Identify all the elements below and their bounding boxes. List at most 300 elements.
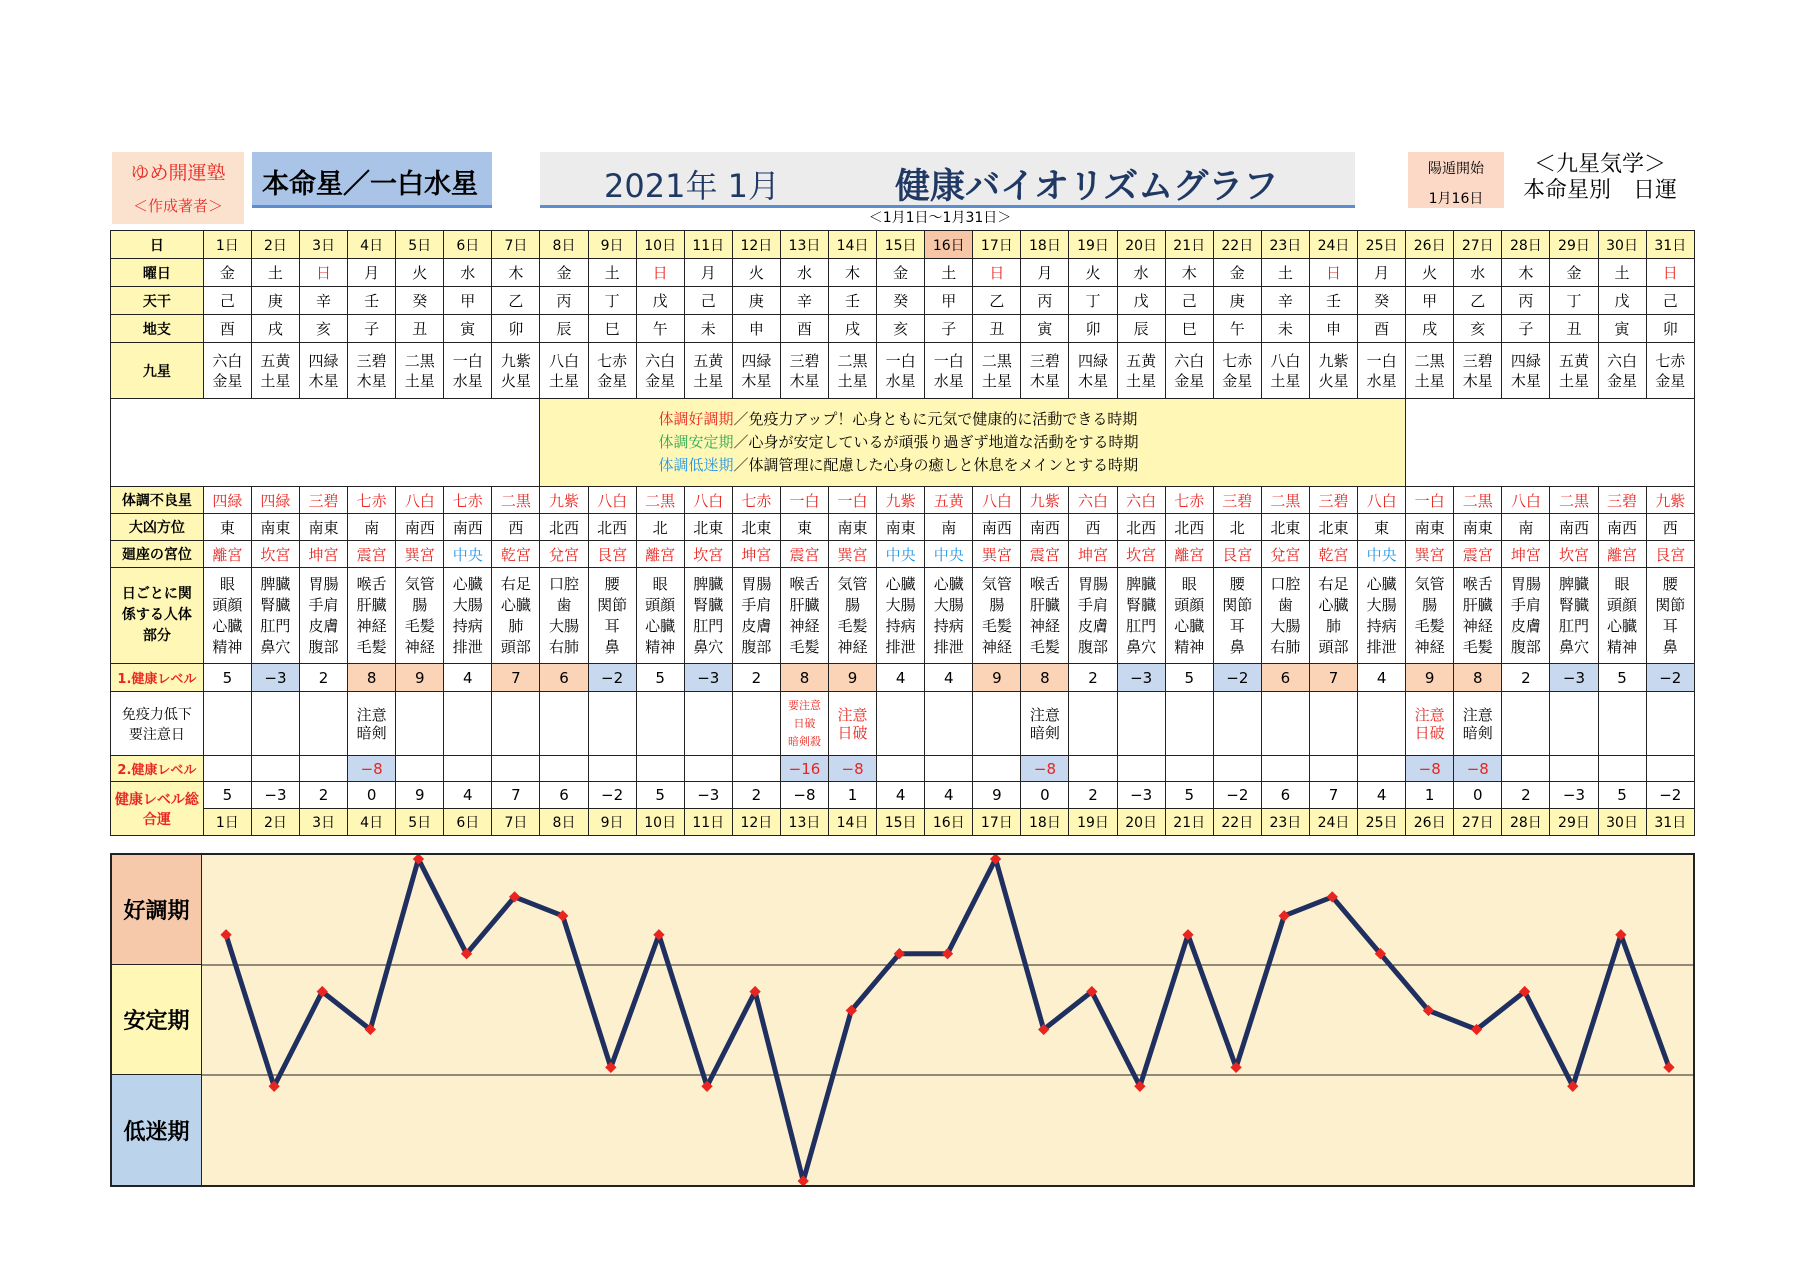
- total-cell: 1: [829, 782, 877, 809]
- caution-text: 注意: [1414, 705, 1445, 724]
- body-part: 頭顔: [1174, 595, 1205, 614]
- day-cell: 18日: [1021, 231, 1069, 259]
- caution-cell: [1309, 692, 1357, 756]
- body-part: 耳: [1229, 616, 1245, 635]
- kyusei-star: 六白: [212, 351, 243, 370]
- chishi-cell: 丑: [396, 315, 444, 343]
- day-cell-bottom: 31日: [1646, 809, 1694, 836]
- body-part: 腎臓: [1558, 595, 1589, 614]
- kyusei-star: 五黄: [693, 351, 724, 370]
- caution-cell: [299, 692, 347, 756]
- total-cell: −3: [684, 782, 732, 809]
- level1-cell: 2: [1069, 664, 1117, 692]
- body-cell: [540, 568, 588, 664]
- level1-cell: −3: [684, 664, 732, 692]
- body-part: 肛門: [260, 616, 291, 635]
- body-part: 口腔: [1270, 574, 1301, 593]
- kyusei-cell: [829, 343, 877, 399]
- kyusei-element: 木星: [789, 371, 820, 390]
- phase-low-text: ／体調管理に配慮した心身の癒しと休息をメインとする時期: [733, 456, 1139, 474]
- caution-cell: [1502, 692, 1550, 756]
- level2-cell: [732, 756, 780, 782]
- day-cell-bottom: 16日: [925, 809, 973, 836]
- level1-cell: 6: [1261, 664, 1309, 692]
- furyo-cell: 四緑: [251, 487, 299, 514]
- kyusei-star: 四緑: [741, 351, 772, 370]
- body-part: 口腔: [548, 574, 579, 593]
- kyusei-subtitle: 本命星別 日運: [1522, 178, 1677, 203]
- day-cell-bottom: 29日: [1550, 809, 1598, 836]
- furyo-cell: 九紫: [1021, 487, 1069, 514]
- tenkan-cell: 乙: [1454, 287, 1502, 315]
- day-cell: 27日: [1454, 231, 1502, 259]
- day-cell: 7日: [492, 231, 540, 259]
- kyusei-star: 二黒: [404, 351, 435, 370]
- body-part: 頭部: [500, 637, 531, 656]
- body-part: 皮膚: [1510, 616, 1541, 635]
- year-month: 2021年 1月: [604, 167, 780, 205]
- kyuu-cell: 坤宮: [1502, 541, 1550, 568]
- body-part: 手肩: [1510, 595, 1541, 614]
- row-level2: [111, 756, 1695, 782]
- total-cell: 2: [1502, 782, 1550, 809]
- day-cell-bottom: 19日: [1069, 809, 1117, 836]
- furyo-cell: 九紫: [540, 487, 588, 514]
- total-cell: 9: [396, 782, 444, 809]
- weekday-cell: 火: [396, 259, 444, 287]
- kyusei-element: 土星: [260, 371, 291, 390]
- caution-text: 日破: [793, 716, 816, 730]
- body-part: 腹部: [308, 637, 339, 656]
- tenkan-cell: 丙: [1021, 287, 1069, 315]
- kyusei-element: 水星: [933, 371, 964, 390]
- furyo-cell: 二黒: [1454, 487, 1502, 514]
- furyo-cell: 三碧: [299, 487, 347, 514]
- caution-cell: [251, 692, 299, 756]
- yoton-box: [1408, 152, 1504, 208]
- kyusei-cell: [1021, 343, 1069, 399]
- kyusei-cell: [1646, 343, 1694, 399]
- chishi-cell: 子: [348, 315, 396, 343]
- day-cell-bottom: 22日: [1213, 809, 1261, 836]
- kyuu-cell: 震宮: [1021, 541, 1069, 568]
- body-part: 肝臓: [1029, 595, 1060, 614]
- weekday-cell: 火: [732, 259, 780, 287]
- caution-cell: [1598, 692, 1646, 756]
- total-cell: −3: [251, 782, 299, 809]
- caution-cell: [1213, 692, 1261, 756]
- page-title: 健康バイオリズムグラフ: [895, 167, 1279, 207]
- total-cell: 5: [1598, 782, 1646, 809]
- kyusei-star: 一白: [885, 351, 916, 370]
- kyusei-element: 土星: [548, 371, 579, 390]
- level1-cell: −2: [588, 664, 636, 692]
- body-part: 心臓: [500, 595, 531, 614]
- weekday-cell: 月: [684, 259, 732, 287]
- kyusei-star: 三碧: [789, 351, 820, 370]
- level2-cell: [1117, 756, 1165, 782]
- body-part: 大腸: [933, 595, 964, 614]
- kyuu-cell: 巽宮: [1406, 541, 1454, 568]
- kyusei-cell: [299, 343, 347, 399]
- level2-cell: [684, 756, 732, 782]
- weekday-cell: 火: [1406, 259, 1454, 287]
- body-part: 腸: [1422, 595, 1438, 614]
- kyusei-element: 金星: [212, 371, 243, 390]
- day-cell-bottom: 23日: [1261, 809, 1309, 836]
- chishi-cell: 子: [1502, 315, 1550, 343]
- total-cell: −8: [780, 782, 828, 809]
- body-cell: [396, 568, 444, 664]
- body-part: 眼: [1181, 574, 1197, 593]
- level2-cell: [203, 756, 251, 782]
- label-day: 日: [111, 231, 204, 259]
- houi-cell: 南東: [251, 514, 299, 541]
- body-part: 神経: [789, 616, 820, 635]
- weekday-cell: 日: [1309, 259, 1357, 287]
- tenkan-cell: 癸: [877, 287, 925, 315]
- body-part: 腎臓: [260, 595, 291, 614]
- day-cell-bottom: 14日: [829, 809, 877, 836]
- kyusei-cell: [877, 343, 925, 399]
- day-cell: 29日: [1550, 231, 1598, 259]
- chishi-cell: 寅: [444, 315, 492, 343]
- row-tenkan: [111, 287, 1695, 315]
- body-part: 脾臓: [1126, 574, 1157, 593]
- day-cell-bottom: 5日: [396, 809, 444, 836]
- weekday-cell: 木: [492, 259, 540, 287]
- body-part: 眼: [1614, 574, 1630, 593]
- caution-cell: [444, 692, 492, 756]
- chishi-cell: 申: [732, 315, 780, 343]
- chishi-cell: 丑: [1550, 315, 1598, 343]
- body-part: 排泄: [885, 637, 916, 656]
- level2-cell: −8: [1021, 756, 1069, 782]
- houi-cell: 北東: [1261, 514, 1309, 541]
- body-part: 腰: [1229, 574, 1245, 593]
- phase-stable-text: ／心身が安定しているが頑張り過ぎず地道な活動をする時期: [733, 433, 1139, 451]
- body-part: 大腸: [1366, 595, 1397, 614]
- body-part: 右足: [1318, 574, 1349, 593]
- furyo-cell: 三碧: [1213, 487, 1261, 514]
- day-cell: 4日: [348, 231, 396, 259]
- body-part: 胃腸: [1510, 574, 1541, 593]
- level2-cell: [973, 756, 1021, 782]
- level1-cell: 7: [1309, 664, 1357, 692]
- total-cell: −3: [1117, 782, 1165, 809]
- body-part: 心臓: [885, 574, 916, 593]
- body-part: 毛髪: [837, 616, 868, 635]
- kyusei-star: 八白: [1270, 351, 1301, 370]
- kyuu-cell: 艮宮: [588, 541, 636, 568]
- day-cell-bottom: 12日: [732, 809, 780, 836]
- caution-cell: [1117, 692, 1165, 756]
- kyuu-cell: 中央: [877, 541, 925, 568]
- weekday-cell: 土: [1261, 259, 1309, 287]
- kyusei-cell: [1309, 343, 1357, 399]
- kyuu-cell: 中央: [925, 541, 973, 568]
- body-part: 大腸: [548, 616, 579, 635]
- kyusei-element: 水星: [452, 371, 483, 390]
- weekday-cell: 月: [348, 259, 396, 287]
- kyusei-element: 土星: [404, 371, 435, 390]
- kyuu-cell: 坤宮: [1069, 541, 1117, 568]
- furyo-cell: 八白: [1502, 487, 1550, 514]
- kyusei-cell: [1598, 343, 1646, 399]
- kyusei-element: 金星: [1607, 371, 1638, 390]
- total-cell: −2: [588, 782, 636, 809]
- houi-cell: 南西: [973, 514, 1021, 541]
- body-part: 肝臓: [1462, 595, 1493, 614]
- total-cell: 5: [636, 782, 684, 809]
- kyusei-star: 二黒: [837, 351, 868, 370]
- tenkan-cell: 癸: [1358, 287, 1406, 315]
- houi-cell: 南西: [1550, 514, 1598, 541]
- body-part: 腹部: [741, 637, 772, 656]
- weekday-cell: 土: [588, 259, 636, 287]
- day-cell-bottom: 10日: [636, 809, 684, 836]
- weekday-cell: 土: [251, 259, 299, 287]
- row-phases: [111, 399, 1695, 487]
- body-part: 皮膚: [1078, 616, 1109, 635]
- total-cell: 5: [1165, 782, 1213, 809]
- kyusei-star: 六白: [1607, 351, 1638, 370]
- level1-cell: 2: [732, 664, 780, 692]
- kyusei-element: 土星: [981, 371, 1012, 390]
- caution-cell: [1165, 692, 1213, 756]
- day-cell: 14日: [829, 231, 877, 259]
- houi-cell: 北西: [1117, 514, 1165, 541]
- body-part: 脾臓: [260, 574, 291, 593]
- caution-cell: [877, 692, 925, 756]
- body-part: 肝臓: [356, 595, 387, 614]
- level2-cell: [1309, 756, 1357, 782]
- weekday-cell: 火: [1069, 259, 1117, 287]
- caution-cell: [973, 692, 1021, 756]
- kyusei-cell: [444, 343, 492, 399]
- day-cell: 8日: [540, 231, 588, 259]
- caution-text: 暗剣殺: [787, 734, 821, 748]
- body-part: 肛門: [693, 616, 724, 635]
- tenkan-cell: 壬: [1309, 287, 1357, 315]
- level2-cell: −8: [829, 756, 877, 782]
- day-cell-bottom: 4日: [348, 809, 396, 836]
- body-cell: [299, 568, 347, 664]
- day-cell-bottom: 24日: [1309, 809, 1357, 836]
- total-cell: 4: [1358, 782, 1406, 809]
- kyusei-cell: [1117, 343, 1165, 399]
- label-kyuu: 廻座の宮位: [111, 541, 204, 568]
- kyusei-element: 木星: [308, 371, 339, 390]
- label-houi: 大凶方位: [111, 514, 204, 541]
- body-part: 気管: [981, 574, 1012, 593]
- kyusei-star: 一白: [452, 351, 483, 370]
- level1-cell: −3: [251, 664, 299, 692]
- weekday-cell: 日: [299, 259, 347, 287]
- total-cell: 7: [492, 782, 540, 809]
- kyusei-element: 木星: [1462, 371, 1493, 390]
- tenkan-cell: 己: [203, 287, 251, 315]
- caution-text: 注意: [1462, 705, 1493, 724]
- weekday-cell: 水: [1454, 259, 1502, 287]
- phase-good-head: 体調好調期: [658, 410, 734, 428]
- kyuu-cell: 兌宮: [540, 541, 588, 568]
- day-cell-bottom: 7日: [492, 809, 540, 836]
- weekday-cell: 木: [829, 259, 877, 287]
- kyuu-cell: 艮宮: [1646, 541, 1694, 568]
- furyo-cell: 四緑: [203, 487, 251, 514]
- body-part: 気管: [404, 574, 435, 593]
- weekday-cell: 金: [540, 259, 588, 287]
- level1-cell: 8: [348, 664, 396, 692]
- body-cell: [1358, 568, 1406, 664]
- kyuu-cell: 中央: [1358, 541, 1406, 568]
- tenkan-cell: 癸: [396, 287, 444, 315]
- day-cell-bottom: 20日: [1117, 809, 1165, 836]
- body-part: 脾臓: [693, 574, 724, 593]
- houi-cell: 北: [1213, 514, 1261, 541]
- body-cell: [1261, 568, 1309, 664]
- kyuu-cell: 震宮: [348, 541, 396, 568]
- houi-cell: 北西: [1165, 514, 1213, 541]
- phase-legend: [540, 399, 1406, 487]
- tenkan-cell: 庚: [251, 287, 299, 315]
- chishi-cell: 戌: [251, 315, 299, 343]
- day-cell-bottom: 11日: [684, 809, 732, 836]
- body-cell: [1646, 568, 1694, 664]
- level1-cell: 9: [1406, 664, 1454, 692]
- body-part: 気管: [837, 574, 868, 593]
- level1-cell: 2: [299, 664, 347, 692]
- kyusei-star: 五黄: [1126, 351, 1157, 370]
- kyusei-cell: [1165, 343, 1213, 399]
- body-part: 腰: [1662, 574, 1678, 593]
- body-part: 神経: [1029, 616, 1060, 635]
- body-cell: [1117, 568, 1165, 664]
- body-part: 鼻穴: [693, 637, 724, 656]
- total-cell: 6: [540, 782, 588, 809]
- caution-cell: [684, 692, 732, 756]
- day-cell: 24日: [1309, 231, 1357, 259]
- body-part: 持病: [452, 616, 483, 635]
- kyusei-element: 水星: [1366, 371, 1397, 390]
- body-cell: [251, 568, 299, 664]
- level2-cell: [1358, 756, 1406, 782]
- houi-cell: 南東: [829, 514, 877, 541]
- houi-cell: 東: [1358, 514, 1406, 541]
- body-cell: [1021, 568, 1069, 664]
- kyusei-star: 四緑: [1510, 351, 1541, 370]
- juku-name: ゆめ開運塾: [130, 162, 226, 184]
- houi-cell: 東: [203, 514, 251, 541]
- body-cell: [1598, 568, 1646, 664]
- weekday-cell: 水: [1117, 259, 1165, 287]
- level2-cell: [540, 756, 588, 782]
- level2-cell: [877, 756, 925, 782]
- tenkan-cell: 己: [1165, 287, 1213, 315]
- level2-cell: [299, 756, 347, 782]
- houi-cell: 北: [636, 514, 684, 541]
- day-cell: 1日: [203, 231, 251, 259]
- label-kyusei: 九星: [111, 343, 204, 399]
- day-cell: 5日: [396, 231, 444, 259]
- body-part: 心臓: [645, 616, 676, 635]
- furyo-cell: 七赤: [444, 487, 492, 514]
- tenkan-cell: 乙: [973, 287, 1021, 315]
- body-part: 関節: [1655, 595, 1686, 614]
- tenkan-cell: 己: [684, 287, 732, 315]
- body-part: 神経: [1414, 637, 1445, 656]
- body-part: 関節: [597, 595, 628, 614]
- caution-cell: [732, 692, 780, 756]
- body-part: 心臓: [1366, 574, 1397, 593]
- label-tenkan: 天干: [111, 287, 204, 315]
- data-point: [220, 929, 231, 940]
- kyusei-star: 二黒: [981, 351, 1012, 370]
- kyuu-cell: 坎宮: [1550, 541, 1598, 568]
- kyuu-cell: 離宮: [1165, 541, 1213, 568]
- houi-cell: 南東: [1406, 514, 1454, 541]
- level2-cell: [1213, 756, 1261, 782]
- body-cell: [684, 568, 732, 664]
- houi-cell: 南: [348, 514, 396, 541]
- kyuu-cell: 中央: [444, 541, 492, 568]
- tenkan-cell: 戊: [636, 287, 684, 315]
- body-part: 心臓: [452, 574, 483, 593]
- kyusei-cell: [925, 343, 973, 399]
- level2-cell: [1261, 756, 1309, 782]
- day-cell: 6日: [444, 231, 492, 259]
- body-part: 精神: [212, 637, 243, 656]
- body-part: 関節: [1222, 595, 1253, 614]
- body-part: 精神: [1174, 637, 1205, 656]
- body-cell: [1550, 568, 1598, 664]
- total-cell: 2: [299, 782, 347, 809]
- chishi-cell: 巳: [1165, 315, 1213, 343]
- body-part: 神経: [1462, 616, 1493, 635]
- level2-cell: [1502, 756, 1550, 782]
- body-part: 精神: [1607, 637, 1638, 656]
- row-total: [111, 782, 1695, 809]
- honmeisei-label: 本命星／一白水星: [252, 152, 492, 208]
- day-cell-bottom: 2日: [251, 809, 299, 836]
- level1-cell: 4: [925, 664, 973, 692]
- weekday-cell: 木: [1165, 259, 1213, 287]
- weekday-cell: 月: [1021, 259, 1069, 287]
- caution-cell: [1646, 692, 1694, 756]
- chishi-cell: 亥: [299, 315, 347, 343]
- kyuu-cell: 坎宮: [251, 541, 299, 568]
- label-body: 日ごとに関係する人体部分: [111, 568, 204, 664]
- body-part: 腰: [604, 574, 620, 593]
- houi-cell: 南西: [1021, 514, 1069, 541]
- kyusei-element: 金星: [1174, 371, 1205, 390]
- body-cell: [1213, 568, 1261, 664]
- level1-cell: −3: [1550, 664, 1598, 692]
- caution-cell: [1550, 692, 1598, 756]
- body-part: 胃腸: [741, 574, 772, 593]
- caution-cell: [925, 692, 973, 756]
- body-part: 毛髪: [1462, 637, 1493, 656]
- kyusei-element: 土星: [1558, 371, 1589, 390]
- kyusei-star: 八白: [548, 351, 579, 370]
- furyo-cell: 一白: [780, 487, 828, 514]
- furyo-cell: 三碧: [1309, 487, 1357, 514]
- kyusei-star: 五黄: [260, 351, 291, 370]
- body-part: 心臓: [933, 574, 964, 593]
- day-cell-bottom: 8日: [540, 809, 588, 836]
- houi-cell: 南東: [299, 514, 347, 541]
